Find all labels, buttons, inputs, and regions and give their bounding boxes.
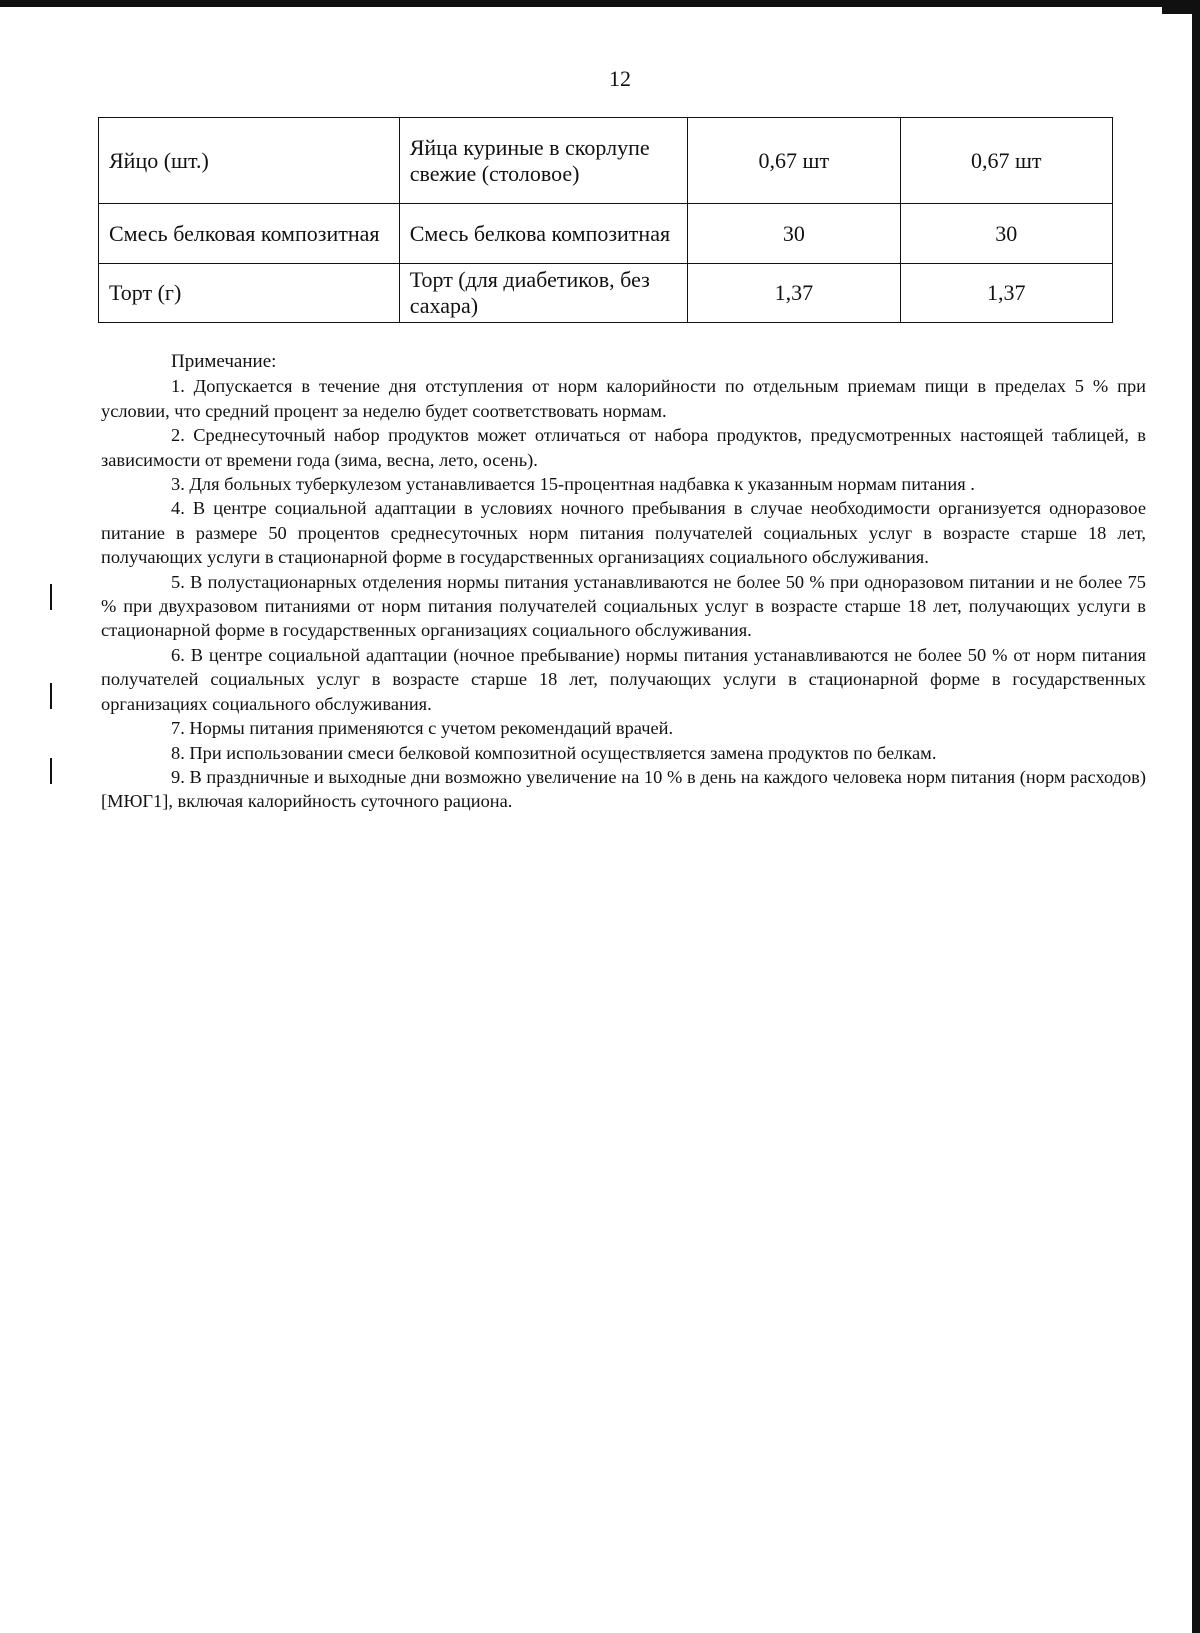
note-item-4: 4. В центре социальной адаптации в условиях ночного пребывания в случае необходимости организуется одноразовое питание в размере 50 процентов среднесуточных норм питания получателей социальных услуг в возрасте старше 18 лет, получающих услуги в стационарной форме в государственных организациях социального обслуживания. (101, 498, 1146, 568)
table-cell-value-b: 0,67 шт (900, 118, 1112, 204)
note-item-8: 8. При использовании смеси белковой композитной осуществляется замена продуктов по белкам. (171, 742, 937, 763)
table-row (99, 204, 1113, 264)
note-item-5: 5. В полустационарных отделения нормы питания устанавливаются не более 50 % при одноразовом питании и не более 75 % при двухразовом питаниями от норм питания получателей социальных услуг в возрасте старше 18 лет, получающих услуги в стационарной форме в государственных организациях социального обслуживания. (101, 571, 1146, 641)
table-row (99, 118, 1113, 204)
table-cell-value-b: 30 (900, 204, 1112, 264)
note-item-7: 7. Нормы питания применяются с учетом рекомендаций врачей. (171, 718, 674, 739)
revision-bar (50, 758, 52, 784)
table-row (99, 264, 1113, 323)
note-item-9: 9. В праздничные и выходные дни возможно увеличение на 10 % в день на каждого человека норм питания (норм расходов)[МЮГ1], включая калорийность суточного рациона. (101, 766, 1146, 812)
table-cell-value-a: 1,37 (688, 264, 900, 323)
table-cell-name: Торт (г) (99, 264, 400, 323)
revision-bar (50, 683, 52, 709)
notes-section (101, 350, 1146, 814)
table-cell-product: Торт (для диабетиков, без сахара) (399, 264, 687, 323)
scan-edge-top (0, 0, 1200, 7)
scan-edge-corner (1162, 0, 1192, 14)
page-number: 12 (609, 66, 631, 91)
products-table (98, 117, 1113, 323)
note-item-2: 2. Среднесуточный набор продуктов может отличаться от набора продуктов, предусмотренных настоящей таблицей, в зависимости от времени года (зима, весна, лето, осень). (101, 425, 1146, 470)
notes-heading: Примечание: (171, 351, 277, 372)
scan-edge-right (1192, 0, 1200, 1633)
table-cell-value-a: 30 (688, 204, 900, 264)
note-item-1: 1. Допускается в течение дня отступления от норм калорийности по отдельным приемам пищи в пределах 5 % при условии, что средний процент за неделю будет соответствовать нормам. (101, 376, 1146, 421)
table-cell-name: Яйцо (шт.) (99, 118, 400, 204)
table-cell-value-a: 0,67 шт (688, 118, 900, 204)
table-cell-product: Смесь белкова композитная (399, 204, 687, 264)
revision-bar (50, 584, 52, 610)
note-item-3: 3. Для больных туберкулезом устанавливается 15-процентная надбавка к указанным нормам питания . (171, 474, 975, 495)
note-item-6: 6. В центре социальной адаптации (ночное пребывание) нормы питания устанавливаются не более 50 % от норм питания получателей социальных услуг в возрасте старше 18 лет, получающих услуги в стационарной форме в государственных организациях социального обслуживания. (101, 644, 1146, 714)
table-cell-product: Яйца куриные в скорлупе свежие (столовое) (399, 118, 687, 204)
table-cell-value-b: 1,37 (900, 264, 1112, 323)
table-cell-name: Смесь белковая композитная (99, 204, 400, 264)
